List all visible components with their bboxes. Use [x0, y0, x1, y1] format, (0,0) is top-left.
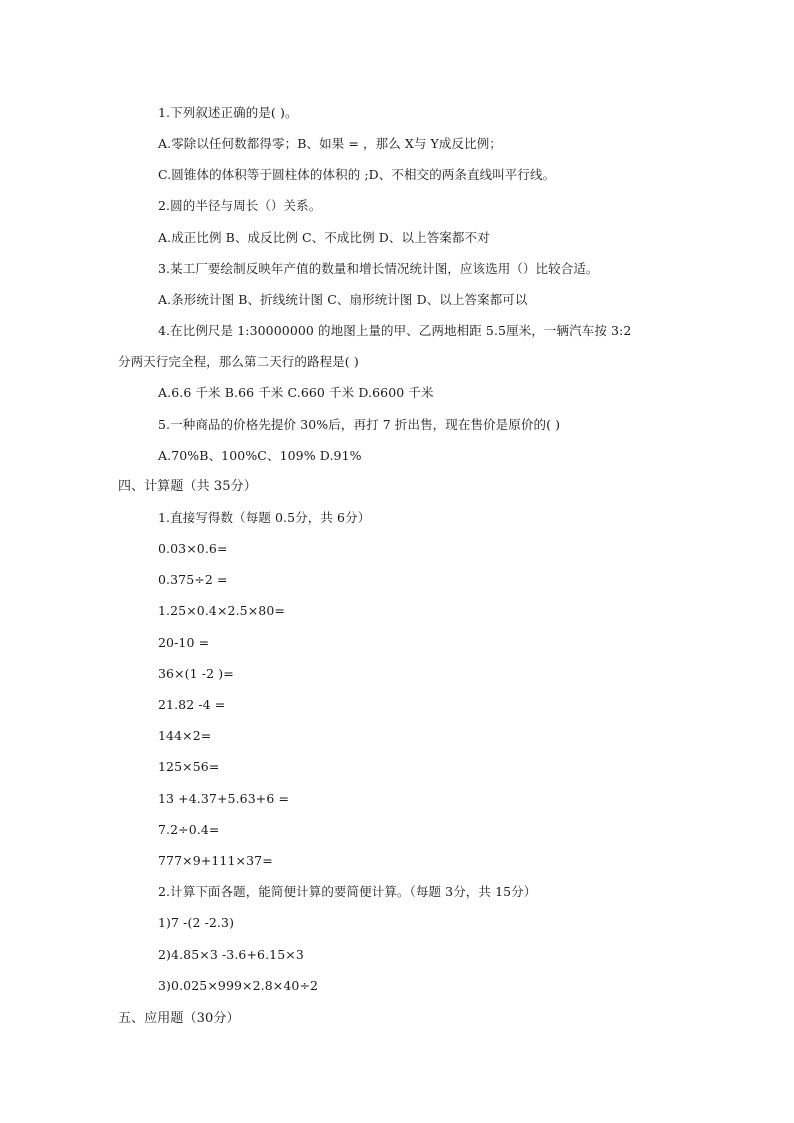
question-3-stem: 3.某工厂要绘制反映年产值的数量和增长情况统计图，应该选用（）比较合适。	[158, 261, 599, 276]
question-1-stem: 1.下列叙述正确的是( )。	[158, 105, 298, 120]
question-2-stem: 2.圆的半径与周长（）关系。	[158, 198, 322, 213]
calc-item: 0.03×0.6=	[158, 541, 228, 556]
calc-item: 125×56=	[158, 759, 220, 774]
calc-item: 3)0.025×999×2.8×40÷2	[158, 978, 319, 993]
question-3-options: A.条形统计图 B、折线统计图 C、扇形统计图 D、以上答案都可以	[158, 292, 528, 307]
calc-item: 36×(1 -2 )=	[158, 666, 234, 681]
calc-item: 7.2÷0.4=	[158, 822, 220, 837]
question-1-options-cd: C.圆锥体的体积等于圆柱体的体积的 ;D、不相交的两条直线叫平行线。	[158, 167, 556, 182]
question-2-options: A.成正比例 B、成反比例 C、不成比例 D、以上答案都不对	[158, 230, 490, 245]
question-5-stem: 5.一种商品的价格先提价 30%后，再打 7 折出售，现在售价是原价的( )	[158, 417, 561, 432]
calc-item: 20-10 =	[158, 635, 210, 650]
calc-part-1-title: 1.直接写得数（每题 0.5分，共 6分）	[158, 510, 371, 525]
calc-item: 1.25×0.4×2.5×80=	[158, 603, 285, 618]
section-5-heading: 五、应用题（30分）	[118, 1011, 240, 1026]
calc-item: 0.375÷2 =	[158, 572, 228, 587]
question-4-stem: 4.在比例尺是 1:30000000 的地图上量的甲、乙两地相距 5.5厘米，一辆汽车按 3:2	[158, 323, 632, 338]
calc-item: 2)4.85×3 -3.6+6.15×3	[158, 947, 304, 962]
calc-item: 777×9+111×37=	[158, 853, 273, 868]
calc-item: 144×2=	[158, 728, 212, 743]
calc-part-2-title: 2.计算下面各题，能简便计算的要简便计算。（每题 3分，共 15分）	[158, 884, 537, 899]
calc-item: 1)7 -(2 -2.3)	[158, 915, 235, 930]
question-4-stem-continued: 分两天行完全程，那么第二天行的路程是( )	[118, 354, 359, 369]
question-5-options: A.70%B、100%C、109% D.91%	[158, 448, 362, 463]
question-4-options: A.6.6 千米 B.66 千米 C.660 千米 D.6600 千米	[158, 385, 434, 400]
question-1-options-ab: A.零除以任何数都得零；B、如果 = ，那么 X与 Y成反比例；	[158, 136, 502, 151]
calc-item: 21.82 -4 =	[158, 697, 226, 712]
section-4-heading: 四、计算题（共 35分）	[118, 479, 257, 494]
calc-item: 13 +4.37+5.63+6 =	[158, 791, 290, 806]
